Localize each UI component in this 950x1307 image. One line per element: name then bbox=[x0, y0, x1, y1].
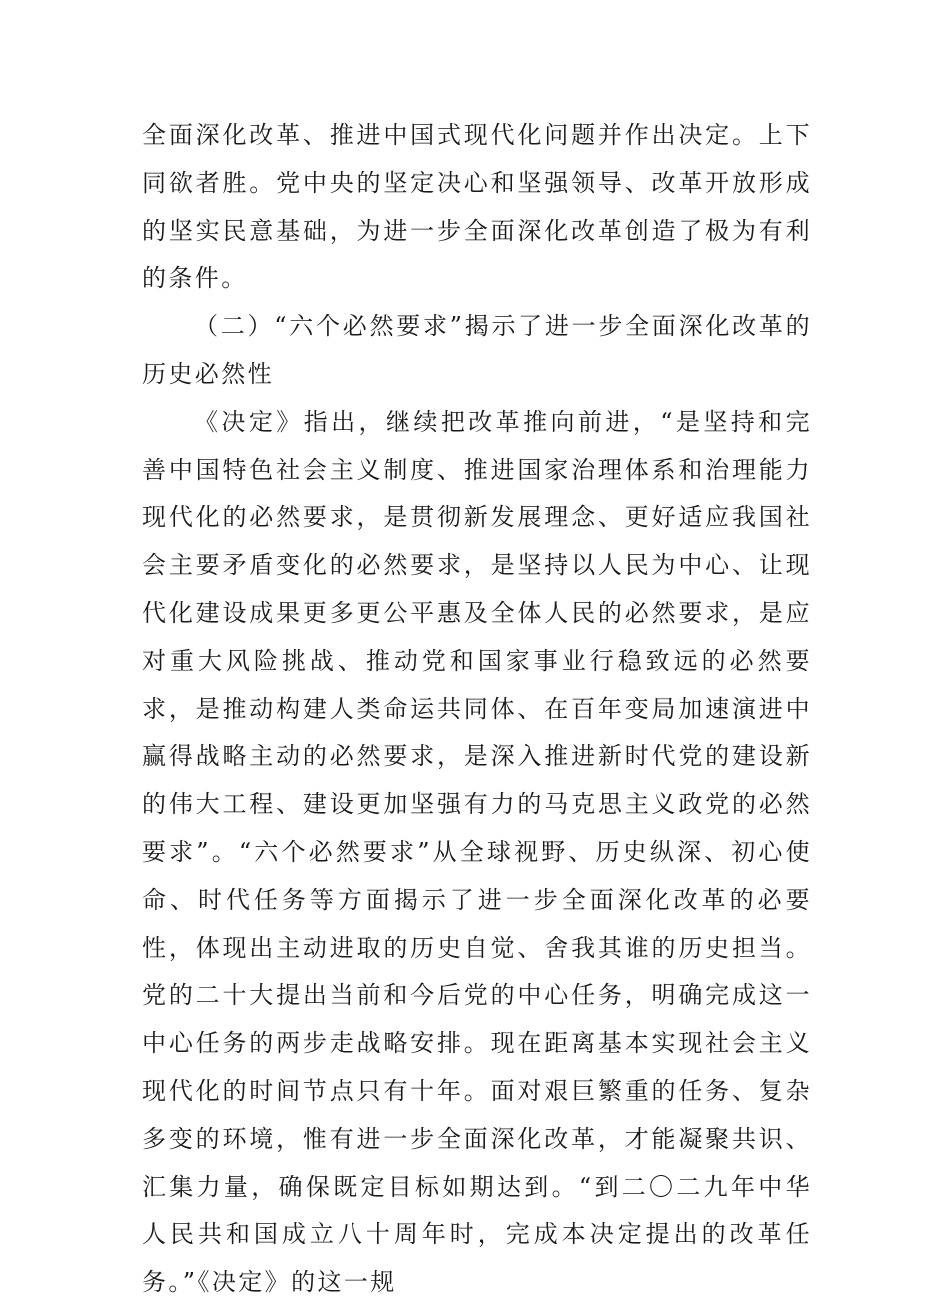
section-heading: （二）“六个必然要求”揭示了进一步全面深化改革的历史必然性 bbox=[142, 312, 812, 388]
paragraph-body: 《决定》指出，继续把改革推向前进，“是坚持和完善中国特色社会主义制度、推进国家治理体系和治理能力现代化的必然要求，是贯彻新发展理念、更好适应我国社会主要矛盾变化的必然要求，是坚持以人民为中心、让现代化建设成果更多更公平惠及全体人民的必然要求，是应对重大风险挑战、推动党和国家事业行稳致远的必然要求，是推动构建人类命运共同体、在百年变局加速演进中赢得战略主动的必然要求，是深入推进新时代党的建设新的伟大工程、建设更加坚强有力的马克思主义政党的必然要求”。“六个必然要求”从全球视野、历史纵深、初心使命、时代任务等方面揭示了进一步全面深化改革的必要性，体现出主动进取的历史自觉、舍我其谁的历史担当。党的二十大提出当前和今后党的中心任务，明确完成这一中心任务的两步走战略安排。现在距离基本实现社会主义现代化的时间节点只有十年。面对艰巨繁重的任务、复杂多变的环境，惟有进一步全面深化改革，才能凝聚共识、汇集力量，确保既定目标如期达到。“到二〇二九年中华人民共和国成立八十周年时，完成本决定提出的改革任务。”《决定》的这一规 bbox=[142, 407, 812, 1297]
paragraph-continuation: 全面深化改革、推进中国式现代化问题并作出决定。上下同欲者胜。党中央的坚定决心和坚强领导、改革开放形成的坚实民意基础，为进一步全面深化改革创造了极为有利的条件。 bbox=[142, 121, 812, 293]
body-text bbox=[142, 112, 812, 1307]
